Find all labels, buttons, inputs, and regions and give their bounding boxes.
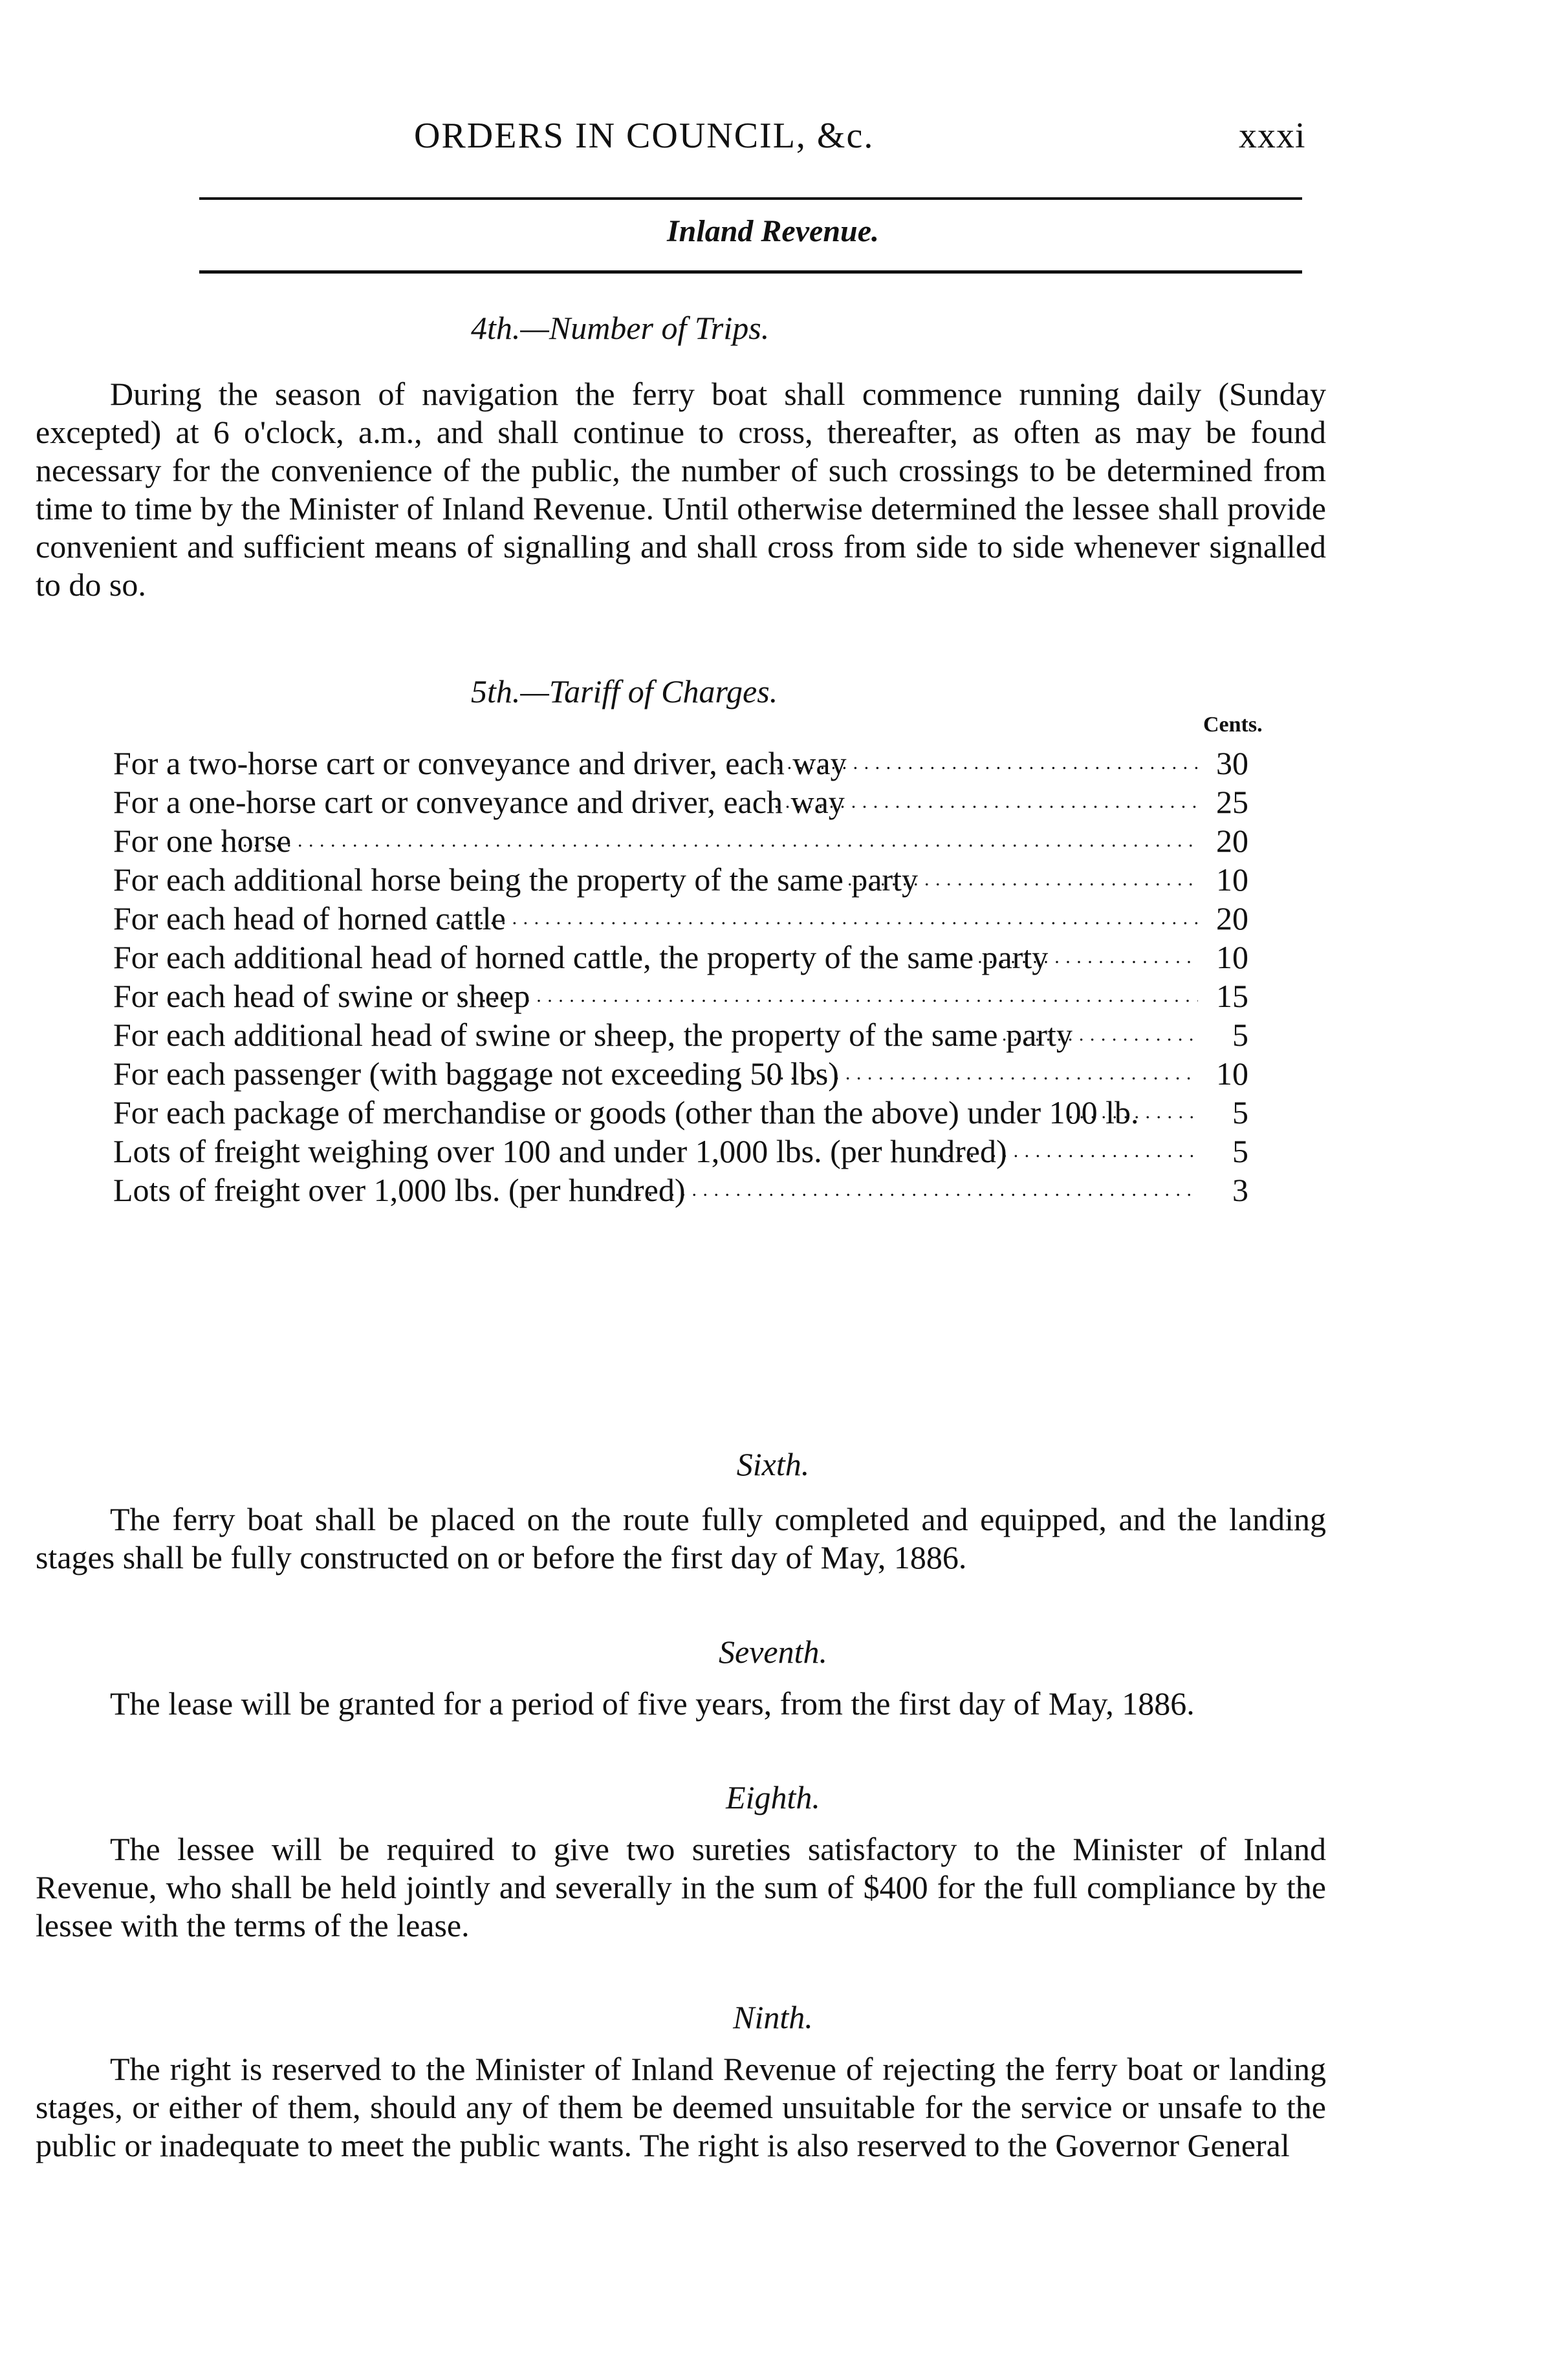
tariff-item <box>113 977 1198 1015</box>
paragraph-ninth-text: The right is reserved to the Minister of Inland Revenue of rejecting the ferry boat or landing stages, or either of them, should any of them be deemed unsuitable for the service or unsafe to the public or inadequate to meet the public wants. The right is also reserved to the Governor General <box>36 2051 1326 2163</box>
heading-fourth: 4th.—Number of Trips. <box>471 310 770 346</box>
tariff-row <box>113 1171 1248 1209</box>
tariff-item-text: Lots of freight weighing over 100 and under 1,000 lbs. (per hundred) . . . <box>113 1133 1007 1169</box>
tariff-item-text: For each head of swine or sheep . . . <box>113 978 530 1014</box>
tariff-row <box>113 860 1248 899</box>
paragraph-sixth-text: The ferry boat shall be placed on the route fully completed and equipped, and the landing stages shall be fully constructed on or before the first day of May, 1886. <box>36 1501 1326 1575</box>
running-title: ORDERS IN COUNCIL, &c. <box>414 116 875 156</box>
tariff-row <box>113 783 1248 821</box>
tariff-cents: 5 <box>1198 1015 1248 1054</box>
tariff-item <box>113 744 1198 783</box>
paragraph-seventh <box>36 1685 1326 1723</box>
tariff-row <box>113 744 1248 783</box>
tariff-item-text: For a one-horse cart or conveyance and driver, each way . . . <box>113 784 845 820</box>
tariff-row <box>113 821 1248 860</box>
tariff-cents: 25 <box>1198 783 1248 821</box>
page-number: xxxi <box>1239 116 1306 156</box>
tariff-table <box>113 744 1248 1209</box>
tariff-cents: 20 <box>1198 821 1248 860</box>
bottom-rule <box>199 270 1302 274</box>
tariff-cents: 30 <box>1198 744 1248 783</box>
tariff-row <box>113 1015 1248 1054</box>
tariff-item <box>113 1171 1198 1209</box>
tariff-item-text: For each additional horse being the property of the same party . . . <box>113 861 918 898</box>
tariff-cents: 10 <box>1198 1054 1248 1093</box>
tariff-row <box>113 1054 1248 1093</box>
tariff-cents: 10 <box>1198 938 1248 977</box>
tariff-item <box>113 783 1198 821</box>
paragraph-fourth-text: During the season of navigation the ferry boat shall commence running daily (Sunday excepted) at 6 o'clock, a.m., and shall continue to cross, thereafter, as often as may be found necessary for the convenience of the public, the number of such crossings to be determined from time to time by the Minister of Inland Revenue. Until otherwise determined the lessee shall provide convenient and sufficient means of signalling and shall cross from side to side whenever signalled to do so. <box>36 376 1326 603</box>
paragraph-eighth <box>36 1830 1326 1945</box>
tariff-cents: 5 <box>1198 1093 1248 1132</box>
heading-ninth: Ninth. <box>733 1999 813 2035</box>
tariff-item <box>113 938 1198 977</box>
paragraph-seventh-text: The lease will be granted for a period of five years, from the first day of May, 1886. <box>110 1685 1195 1722</box>
tariff-item <box>113 1132 1198 1171</box>
tariff-item <box>113 1015 1198 1054</box>
tariff-item-text: For each additional head of swine or sheep, the property of the same party . . . <box>113 1017 1072 1053</box>
section-label: Inland Revenue. <box>666 214 880 248</box>
running-head <box>0 115 1546 160</box>
heading-seventh: Seventh. <box>719 1634 827 1670</box>
tariff-cents: 3 <box>1198 1171 1248 1209</box>
tariff-cents: 15 <box>1198 977 1248 1015</box>
paragraph-sixth <box>36 1500 1326 1577</box>
tariff-item-text: For a two-horse cart or conveyance and driver, each way . . . <box>113 745 847 781</box>
tariff-item-text: For each head of horned cattle . . . <box>113 900 506 936</box>
tariff-item-text: For each passenger (with baggage not exceeding 50 lbs) . . . <box>113 1055 839 1092</box>
tariff-item <box>113 821 1198 860</box>
top-rule <box>199 197 1302 200</box>
tariff-row <box>113 938 1248 977</box>
tariff-row <box>113 1132 1248 1171</box>
tariff-item <box>113 1054 1198 1093</box>
tariff-cents: 10 <box>1198 860 1248 899</box>
tariff-item <box>113 899 1198 938</box>
tariff-row <box>113 977 1248 1015</box>
paragraph-ninth <box>36 2050 1326 2165</box>
tariff-item <box>113 1093 1198 1132</box>
heading-sixth: Sixth. <box>736 1446 810 1482</box>
tariff-item-text: For one horse . . . <box>113 823 291 859</box>
paragraph-eighth-text: The lessee will be required to give two sureties satisfactory to the Minister of Inland Revenue, who shall be held jointly and severally in the sum of $400 for the full compliance by the lessee with the terms of the lease. <box>36 1831 1326 1943</box>
heading-eighth: Eighth. <box>726 1779 820 1815</box>
tariff-row <box>113 899 1248 938</box>
tariff-item <box>113 860 1198 899</box>
tariff-item-text: For each package of merchandise or goods (other than the above) under 100 lb. . . . <box>113 1094 1139 1130</box>
tariff-item-text: For each additional head of horned cattle, the property of the same party . . . <box>113 939 1048 975</box>
tariff-item-text: Lots of freight over 1,000 lbs. (per hundred) . . . <box>113 1172 686 1208</box>
heading-fifth: 5th.—Tariff of Charges. <box>471 673 778 709</box>
cents-column-label: Cents. <box>1203 713 1263 737</box>
tariff-cents: 20 <box>1198 899 1248 938</box>
tariff-row <box>113 1093 1248 1132</box>
paragraph-fourth <box>36 375 1326 604</box>
tariff-cents: 5 <box>1198 1132 1248 1171</box>
